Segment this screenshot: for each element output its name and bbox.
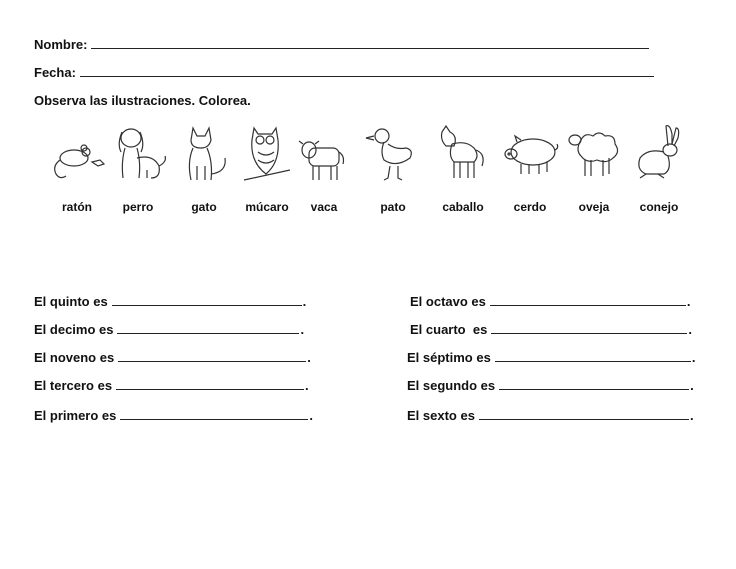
question-text: El noveno es <box>34 350 115 365</box>
answer-blank[interactable] <box>116 377 304 390</box>
question-left-4: El tercero es . <box>34 378 309 393</box>
animal-item <box>293 122 355 214</box>
answer-blank[interactable] <box>112 293 302 306</box>
sheep-icon <box>563 122 625 184</box>
cat-icon <box>173 122 235 184</box>
animal-label: perro <box>122 200 154 214</box>
question-text: El octavo es <box>410 294 486 309</box>
question-left-2: El decimo es . <box>34 322 305 337</box>
question-right-3: El séptimo es . <box>407 350 696 365</box>
instructions: Observa las ilustraciones. Colorea. <box>34 93 251 108</box>
question-text: El primero es <box>34 408 117 423</box>
answer-blank[interactable] <box>120 407 308 420</box>
question-left-5: El primero es . <box>34 408 313 423</box>
animal-label: pato <box>380 200 406 214</box>
pig-icon <box>499 122 561 184</box>
question-right-5: El sexto es . <box>407 408 694 423</box>
animal-label: vaca <box>310 200 338 214</box>
animal-label: caballo <box>442 200 484 214</box>
animal-label: gato <box>191 200 217 214</box>
question-text: El tercero es <box>34 378 113 393</box>
name-label: Nombre: <box>34 37 88 52</box>
animal-row <box>40 122 700 232</box>
name-line[interactable] <box>91 36 649 49</box>
duck-icon <box>362 122 424 184</box>
animal-item <box>236 122 298 214</box>
horse-icon <box>432 122 494 184</box>
question-right-2: El cuarto es . <box>410 322 692 337</box>
question-left-3: El noveno es . <box>34 350 311 365</box>
date-line[interactable] <box>80 64 654 77</box>
answer-blank[interactable] <box>499 377 689 390</box>
animal-label: cerdo <box>513 200 547 214</box>
animal-label: ratón <box>62 200 92 214</box>
question-right-1: El octavo es . <box>410 294 691 309</box>
mouse-icon <box>46 122 108 184</box>
name-field[interactable] <box>34 36 649 52</box>
animal-label: conejo <box>639 200 679 214</box>
animal-item <box>107 122 169 214</box>
animal-item <box>499 122 561 214</box>
rabbit-icon <box>628 122 690 184</box>
cow-icon <box>293 122 355 184</box>
animal-label: oveja <box>578 200 610 214</box>
animal-item <box>563 122 625 214</box>
question-text: El quinto es <box>34 294 108 309</box>
animal-label: múcaro <box>245 200 289 214</box>
animal-item <box>432 122 494 214</box>
question-left-1: El quinto es . <box>34 294 307 309</box>
question-text: El segundo es <box>407 378 496 393</box>
animal-item <box>362 122 424 214</box>
owl-icon <box>236 122 298 184</box>
answer-blank[interactable] <box>491 321 687 334</box>
dog-icon <box>107 122 169 184</box>
animal-item <box>46 122 108 214</box>
answer-blank[interactable] <box>118 349 306 362</box>
question-right-4: El segundo es . <box>407 378 694 393</box>
animal-item <box>628 122 690 214</box>
animal-item <box>173 122 235 214</box>
answer-blank[interactable] <box>117 321 299 334</box>
date-label: Fecha: <box>34 65 76 80</box>
question-text: El cuarto es <box>410 322 488 337</box>
answer-blank[interactable] <box>490 293 686 306</box>
question-text: El séptimo es <box>407 350 491 365</box>
question-text: El sexto es <box>407 408 475 423</box>
answer-blank[interactable] <box>479 407 689 420</box>
answer-blank[interactable] <box>495 349 691 362</box>
date-field[interactable] <box>34 64 654 80</box>
question-text: El decimo es <box>34 322 114 337</box>
